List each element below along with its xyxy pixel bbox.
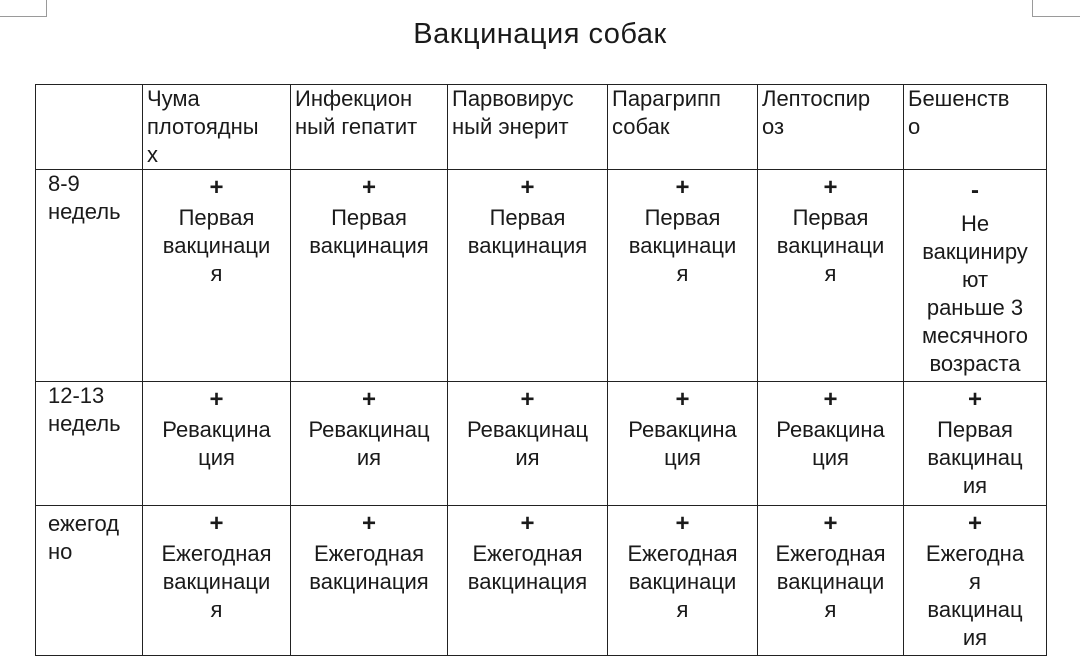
table-header-row — [36, 85, 1047, 170]
plus-mark: + — [209, 510, 224, 537]
table-row — [36, 382, 1047, 506]
header-cell: Лептоспир оз — [758, 85, 904, 170]
cell-text: Ревакцинац ия — [466, 417, 589, 470]
page-corner-mark-left — [0, 0, 47, 17]
cell-text: Первая вакцинаци я — [776, 205, 885, 286]
header-cell: Инфекцион ный гепатит — [291, 85, 448, 170]
plus-mark: + — [361, 386, 376, 413]
cell-text: Ежегодна я вакцинац ия — [925, 541, 1025, 650]
table-cell — [608, 506, 758, 656]
plus-mark: + — [823, 386, 838, 413]
table-cell — [143, 382, 291, 506]
cell-text: Ежегодная вакцинаци я — [627, 541, 738, 622]
cell-text: Первая вакцинаци я — [162, 205, 271, 286]
cell-text: Ревакцина ция — [162, 417, 271, 470]
cell-text: Первая вакцинац ия — [927, 417, 1023, 498]
plus-mark: + — [209, 386, 224, 413]
cell-text: Ревакцина ция — [628, 417, 737, 470]
table-cell — [758, 506, 904, 656]
plus-mark: + — [823, 174, 838, 201]
plus-mark: + — [361, 174, 376, 201]
header-cell: Чума плотоядны х — [143, 85, 291, 170]
table-cell — [143, 506, 291, 656]
table-cell — [608, 170, 758, 382]
table-cell — [291, 506, 448, 656]
table-cell — [291, 170, 448, 382]
page-corner-mark-right — [1032, 0, 1080, 17]
row-label: ежегод но — [36, 506, 143, 656]
page-title: Вакцинация собак — [413, 18, 667, 50]
table-cell — [448, 170, 608, 382]
cell-text: Ревакцинац ия — [308, 417, 430, 470]
table-row — [36, 170, 1047, 382]
cell-text: Первая вакцинаци я — [628, 205, 737, 286]
table-cell — [291, 382, 448, 506]
table-cell — [904, 170, 1047, 382]
plus-mark: + — [209, 174, 224, 201]
plus-mark: + — [967, 386, 982, 413]
plus-mark: + — [520, 386, 535, 413]
table-cell — [758, 382, 904, 506]
header-cell: Парвовирус ный энерит — [448, 85, 608, 170]
cell-text: Ежегодная вакцинаци я — [775, 541, 886, 622]
minus-mark: - — [971, 177, 979, 204]
header-cell: Парагрипп собак — [608, 85, 758, 170]
plus-mark: + — [967, 510, 982, 537]
row-label: 8-9 недель — [36, 170, 143, 382]
cell-text: Ревакцина ция — [776, 417, 885, 470]
plus-mark: + — [675, 174, 690, 201]
table-cell — [904, 382, 1047, 506]
table-cell — [904, 506, 1047, 656]
cell-text: Ежегодная вакцинаци я — [161, 541, 272, 622]
table-cell — [448, 382, 608, 506]
cell-text: Первая вакцинация — [309, 205, 429, 258]
header-cell — [36, 85, 143, 170]
table-cell — [608, 382, 758, 506]
plus-mark: + — [823, 510, 838, 537]
plus-mark: + — [520, 174, 535, 201]
table-cell — [448, 506, 608, 656]
cell-text: Первая вакцинация — [467, 205, 588, 258]
vaccination-table — [35, 84, 1047, 656]
row-label: 12-13 недель — [36, 382, 143, 506]
plus-mark: + — [361, 510, 376, 537]
table-cell — [758, 170, 904, 382]
plus-mark: + — [520, 510, 535, 537]
cell-text: Не вакциниру ют раньше 3 месячного возраста — [922, 211, 1028, 376]
plus-mark: + — [675, 510, 690, 537]
header-cell: Бешенств о — [904, 85, 1047, 170]
cell-text: Ежегодная вакцинация — [467, 541, 588, 594]
plus-mark: + — [675, 386, 690, 413]
table-cell — [143, 170, 291, 382]
table-row — [36, 506, 1047, 656]
cell-text: Ежегодная вакцинация — [309, 541, 429, 594]
